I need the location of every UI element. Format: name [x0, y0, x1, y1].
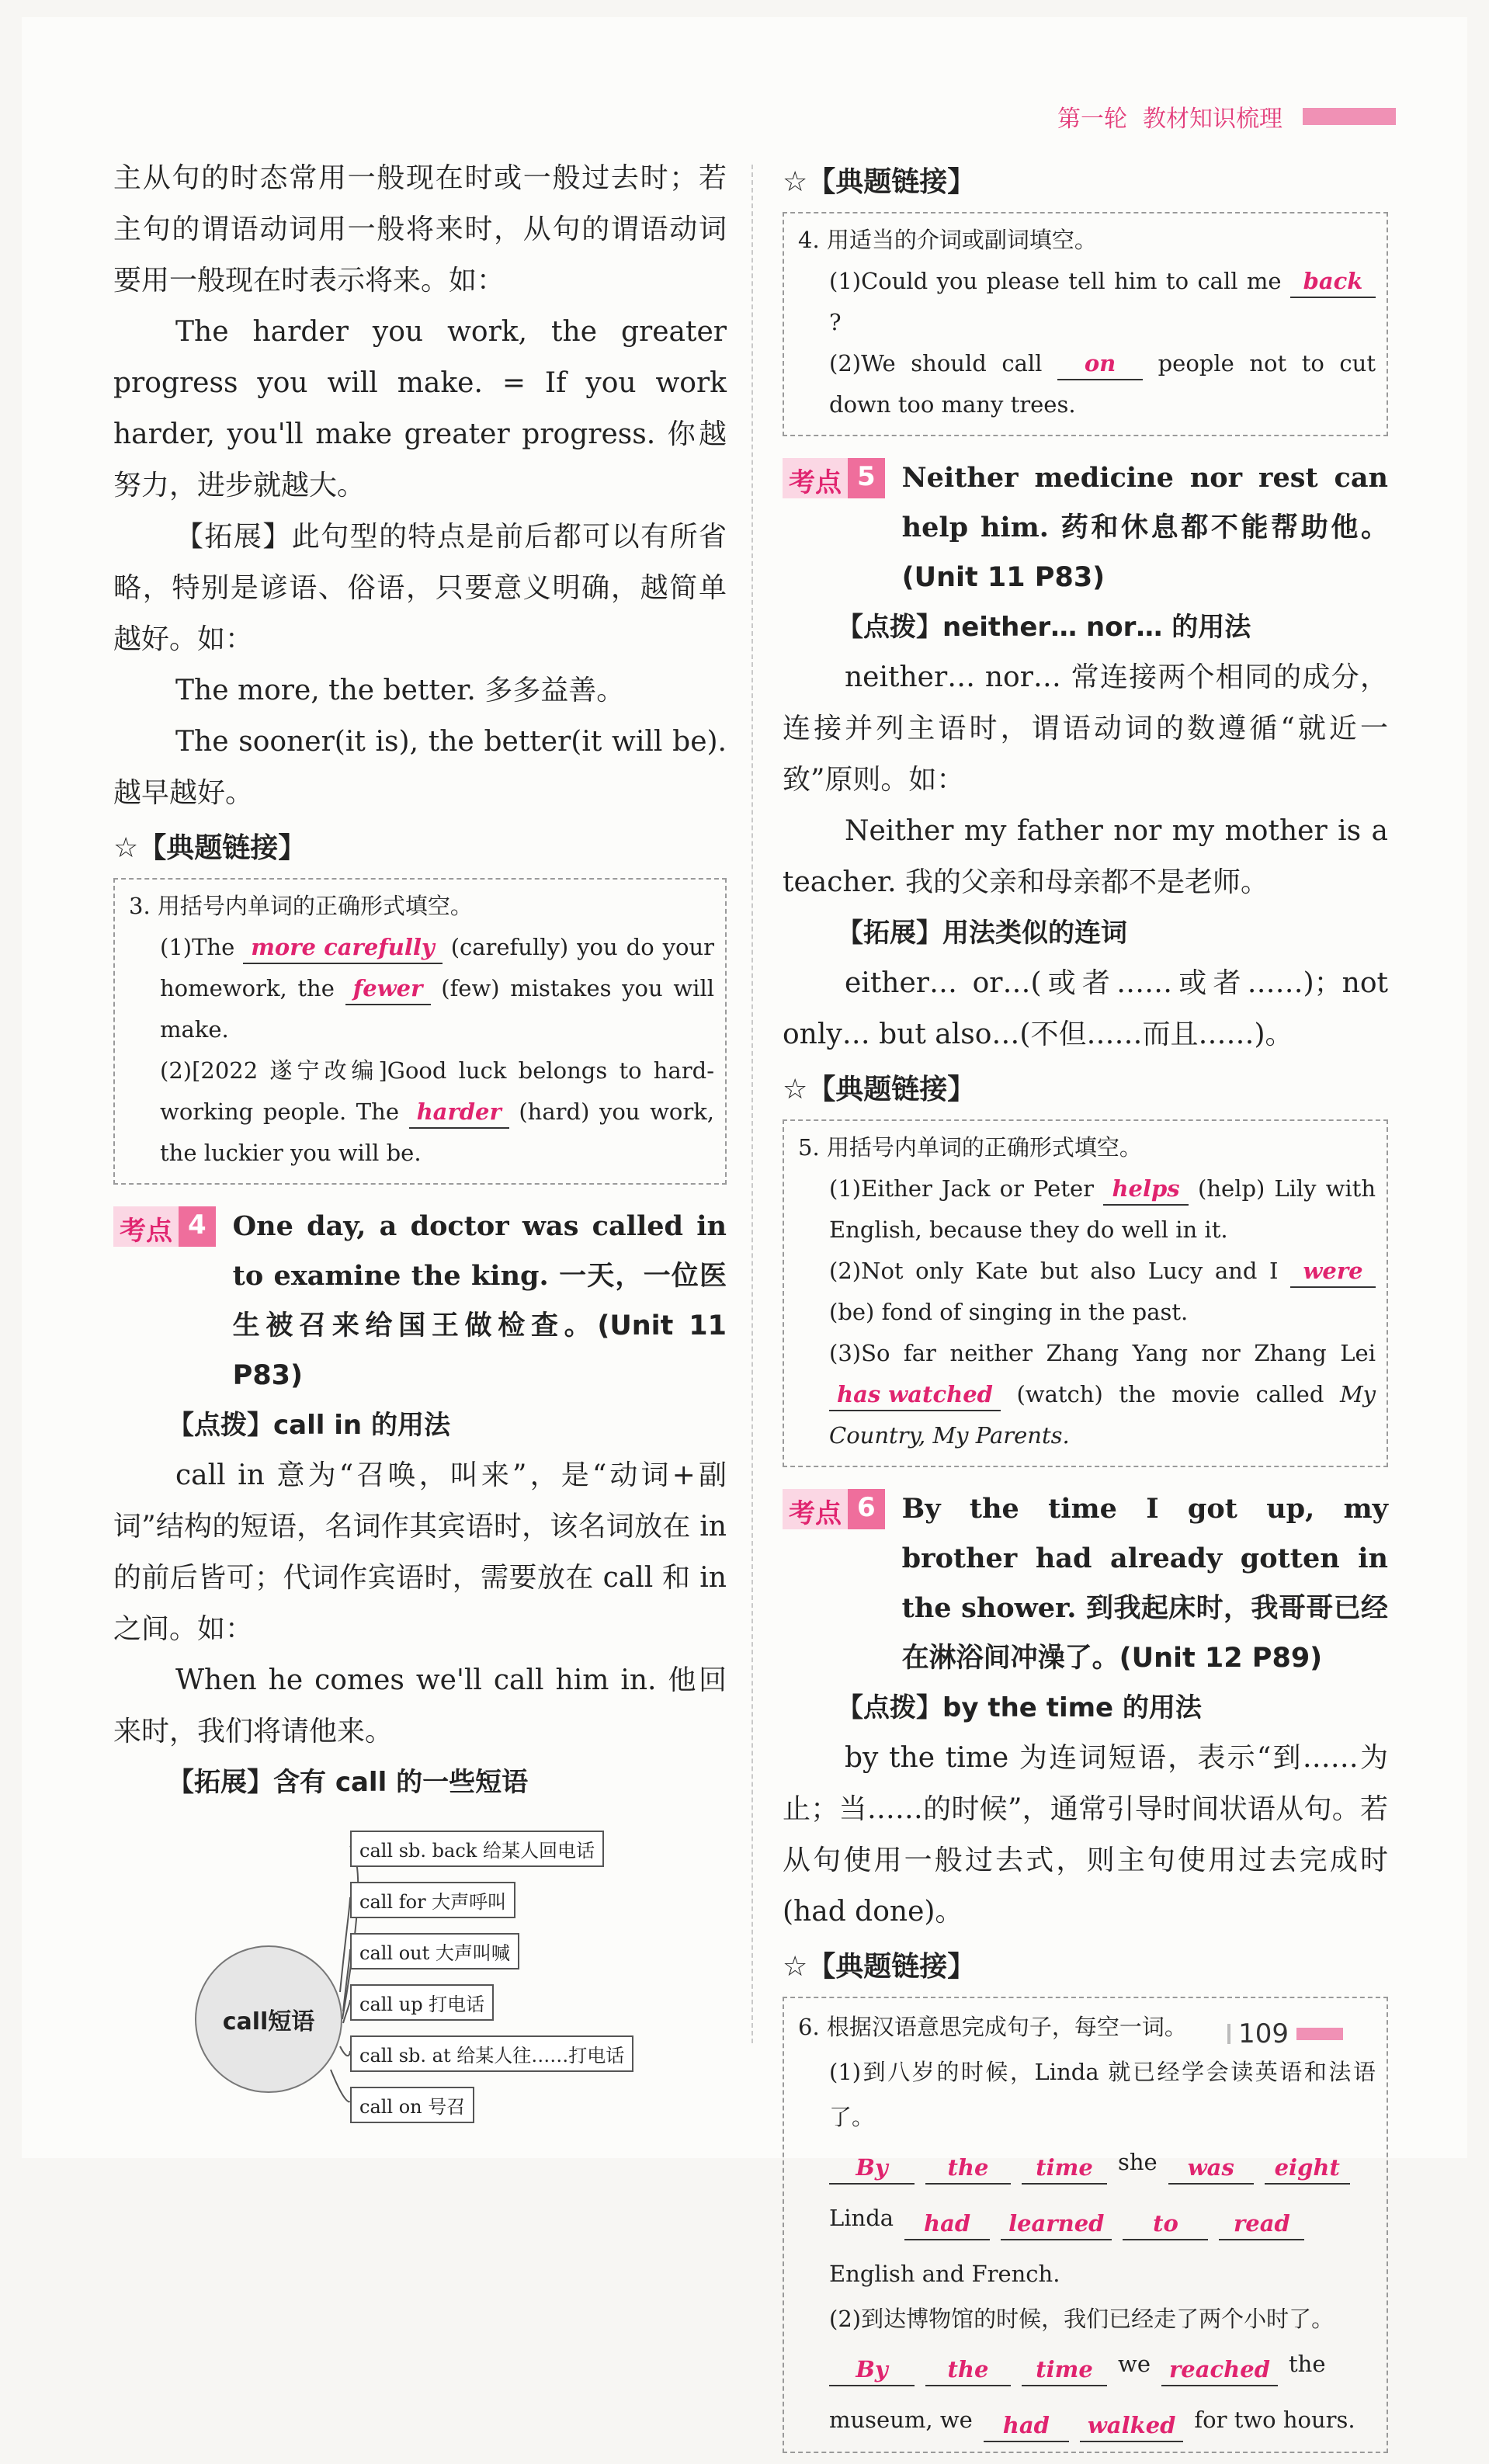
q6-2-answer-5[interactable]: had	[984, 2410, 1069, 2442]
kp6-tip: 【点拨】by the time 的用法	[837, 1692, 1202, 1723]
mindmap-node-5: call sb. at 给某人往……打电话	[350, 2035, 633, 2072]
kp5-body-1: neither… nor… 常连接两个相同的成分，连接并列主语时，谓语动词的数遵循“就近一致”原则。如：	[783, 661, 1388, 796]
header-round: 第一轮	[1057, 106, 1127, 133]
left-column	[113, 153, 727, 2178]
q6-1-answer-3[interactable]: time	[1022, 2152, 1107, 2185]
kp5-sentence: Neither medicine nor rest can help him.	[901, 462, 1388, 543]
q5-1-text-a: (1)Either Jack or Peter	[829, 1175, 1095, 1202]
question-5-item-1	[798, 1168, 1376, 1251]
kp5-extension: 【拓展】用法类似的连词	[837, 918, 1127, 949]
q6-1-answer-6[interactable]: had	[904, 2208, 990, 2240]
q3-1-text-b: (carefully) you do your homework, the	[160, 934, 715, 1001]
q6-1-answer-5[interactable]: eight	[1265, 2152, 1350, 2185]
mindmap-node-2: call for 大声呼叫	[350, 1882, 515, 1918]
q6-2-word-1: we	[1118, 2351, 1151, 2377]
q4-1-text-b: ?	[829, 309, 842, 335]
intro-para-1: 主从句的时态常用一般现在时或一般过去时；若主句的谓语动词用一般将来时，从句的谓语动词要用一般现在时表示将来。如：	[113, 162, 727, 297]
q5-1-answer[interactable]: helps	[1103, 1173, 1189, 1206]
page-number-tick	[1227, 2024, 1230, 2044]
kp4-sentence: One day, a doctor was called in to examine the king.	[232, 1210, 727, 1292]
question-6-item-1-answers	[798, 2140, 1376, 2296]
textbook-page	[22, 17, 1467, 2438]
q6-2-answer-2[interactable]: the	[925, 2354, 1011, 2386]
link-heading-4: ☆【典题链接】	[783, 166, 976, 198]
q6-1-answer-2[interactable]: the	[925, 2152, 1011, 2185]
q6-2-word-2: the	[1289, 2351, 1326, 2377]
q6-1-answer-9[interactable]: read	[1219, 2208, 1304, 2240]
key-point-6-text	[902, 1484, 1388, 1683]
mindmap-node-3: call out 大声叫喊	[350, 1933, 519, 1969]
question-4-item-2	[798, 343, 1376, 425]
question-5-item-2	[798, 1251, 1376, 1333]
key-point-6	[783, 1484, 1388, 1683]
kp5-label: 考点	[783, 458, 848, 498]
key-point-4-badge	[113, 1206, 216, 1247]
kp4-translation: 一天，一位医生被召来给国王做检查。(Unit 11 P83)	[232, 1261, 727, 1391]
question-3-box	[113, 878, 727, 1185]
key-point-5	[783, 453, 1388, 602]
key-point-5-badge	[783, 458, 885, 498]
key-point-6-badge	[783, 1489, 885, 1529]
mindmap-center: call短语	[195, 1945, 342, 2093]
q6-1-word-3: English and French.	[829, 2261, 1060, 2287]
kp6-label: 考点	[783, 1489, 848, 1529]
q6-1-answer-7[interactable]: learned	[1001, 2208, 1112, 2240]
q6-2-word-4: for two hours.	[1194, 2407, 1355, 2433]
kp4-label: 考点	[113, 1206, 179, 1247]
intro-example-2: The more, the better. 多多益善。	[175, 675, 625, 706]
page-number-text: 109	[1238, 2018, 1289, 2049]
q3-1-answer[interactable]: more carefully	[243, 932, 442, 964]
call-phrase-mindmap	[113, 1813, 727, 2178]
question-4-item-1	[798, 261, 1376, 343]
header-title: 教材知识梳理	[1143, 106, 1282, 133]
mindmap-node-6: call on 号召	[350, 2087, 474, 2123]
kp5-body-2: Neither my father nor my mother is a teacher. 我的父亲和母亲都不是老师。	[783, 815, 1388, 898]
question-3-item-1	[129, 927, 714, 1050]
mindmap-node-1: call sb. back 给某人回电话	[350, 1831, 604, 1867]
intro-example-3: The sooner(it is), the better(it will be). 越早越好。	[113, 726, 727, 809]
q4-2-text-a: (2)We should call	[829, 350, 1043, 377]
q3-1-text-a: (1)The	[160, 934, 235, 960]
question-4-box	[783, 212, 1388, 436]
link-heading-5: ☆【典题链接】	[783, 1074, 976, 1105]
kp4-extension: 【拓展】含有 call 的一些短语	[168, 1767, 529, 1798]
kp5-tip: 【点拨】neither… nor… 的用法	[837, 612, 1251, 643]
key-point-4	[113, 1202, 727, 1400]
q6-1-answer-1[interactable]: By	[829, 2152, 915, 2185]
kp6-number: 6	[848, 1489, 885, 1529]
question-6-item-2-answers	[798, 2341, 1376, 2442]
question-6-item-1-cn: (1)到八岁的时候，Linda 就已经学会读英语和法语了。	[829, 2059, 1376, 2130]
q3-2-text-b: (hard) you work, the luckier you will be.	[160, 1098, 715, 1166]
intro-extension: 【拓展】此句型的特点是前后都可以有所省略，特别是谚语、俗语，只要意义明确，越简单越好。如：	[113, 521, 727, 655]
kp6-sentence: By the time I got up, my brother had already gotten in the shower.	[901, 1493, 1388, 1624]
link-heading-6: ☆【典题链接】	[783, 1951, 976, 1983]
q4-2-text-b: people not to cut down too many trees.	[829, 350, 1376, 418]
q5-2-text-a: (2)Not only Kate but also Lucy and I	[829, 1258, 1279, 1284]
q6-2-word-3: museum, we	[829, 2407, 973, 2433]
question-3-item-2	[129, 1050, 714, 1174]
q5-3-answer[interactable]: has watched	[829, 1379, 1001, 1411]
link-heading-3: ☆【典题链接】	[113, 832, 307, 864]
q5-2-text-b: (be) fond of singing in the past.	[829, 1299, 1189, 1325]
page-number-bar	[1296, 2028, 1343, 2040]
mindmap-node-4: call up 打电话	[350, 1984, 494, 2021]
q5-3-text-c: My Country, My Parents.	[829, 1381, 1376, 1449]
q6-1-answer-8[interactable]: to	[1123, 2208, 1208, 2240]
page-header	[1057, 99, 1396, 134]
q6-2-answer-4[interactable]: reached	[1161, 2354, 1278, 2386]
q3-2-text-a: (2)[2022 遂宁改编]Good luck belongs to hard-working people. The	[160, 1057, 714, 1125]
q6-2-answer-3[interactable]: time	[1022, 2354, 1107, 2386]
q4-1-answer[interactable]: back	[1290, 265, 1376, 298]
q6-1-answer-4[interactable]: was	[1168, 2152, 1254, 2185]
header-bar	[1303, 108, 1396, 125]
question-6-box	[783, 1997, 1388, 2453]
question-5-box	[783, 1119, 1388, 1467]
q3-2-answer[interactable]: harder	[409, 1096, 509, 1129]
q6-2-answer-6[interactable]: walked	[1080, 2410, 1184, 2442]
kp5-number: 5	[848, 458, 885, 498]
kp6-translation: 到我起床时，我哥哥已经在淋浴间冲澡了。(Unit 12 P89)	[901, 1593, 1389, 1674]
q5-3-text-b: (watch) the movie called	[1016, 1381, 1324, 1407]
intro-example-1: The harder you work, the greater progress you will make. = If you work harder, you'll make greater progress. 你越努力，进步就越大。	[113, 316, 727, 501]
q3-1-text-c: (few) mistakes you will make.	[160, 975, 714, 1043]
right-column	[783, 153, 1388, 2464]
key-point-4-text	[233, 1202, 727, 1400]
q6-2-answer-1[interactable]: By	[829, 2354, 915, 2386]
q5-3-text-a: (3)So far neither Zhang Yang nor Zhang Lei	[829, 1340, 1376, 1366]
kp6-body: by the time 为连词短语，表示“到……为止；当……的时候”，通常引导时间状语从句。若从句使用一般过去式，则主句使用过去完成时(had done)。	[783, 1742, 1388, 1928]
question-5-item-3	[798, 1333, 1376, 1456]
question-4-title: 4. 用适当的介词或副词填空。	[798, 227, 1097, 253]
q5-2-answer[interactable]: were	[1290, 1255, 1376, 1288]
kp5-extension-body: either… or…(或者……或者……)；not only… but also…(不但……而且……)。	[783, 967, 1388, 1050]
q6-1-word-2: Linda	[829, 2205, 894, 2231]
question-5-title: 5. 用括号内单词的正确形式填空。	[798, 1134, 1142, 1161]
question-6-title: 6. 根据汉语意思完成句子，每空一词。	[798, 2014, 1187, 2040]
question-3-title: 3. 用括号内单词的正确形式填空。	[129, 893, 473, 919]
column-divider	[751, 165, 753, 2043]
q6-1-word-1: she	[1118, 2149, 1158, 2175]
kp4-body-2: When he comes we'll call him in. 他回来时，我们将请他来。	[113, 1664, 727, 1747]
q4-2-answer[interactable]: on	[1057, 348, 1143, 380]
page-number	[1227, 2018, 1343, 2049]
kp4-tip: 【点拨】call in 的用法	[168, 1410, 450, 1441]
kp5-translation: 药和休息都不能帮助他。(Unit 11 P83)	[901, 512, 1388, 593]
question-6-item-2-cn: (2)到达博物馆的时候，我们已经走了两个小时了。	[829, 2306, 1335, 2332]
kp4-number: 4	[179, 1206, 216, 1247]
key-point-5-text	[902, 453, 1388, 602]
kp4-body-1: call in 意为“召唤，叫来”，是“动词+副词”结构的短语，名词作其宾语时，该名词放在 in 的前后皆可；代词作宾语时，需要放在 call 和 in 之间。如：	[113, 1459, 727, 1645]
q4-1-text-a: (1)Could you please tell him to call me	[829, 268, 1282, 294]
q3-1-answer-2[interactable]: fewer	[345, 973, 431, 1005]
q5-1-text-b: (help) Lily with English, because they do well in it.	[829, 1175, 1376, 1243]
